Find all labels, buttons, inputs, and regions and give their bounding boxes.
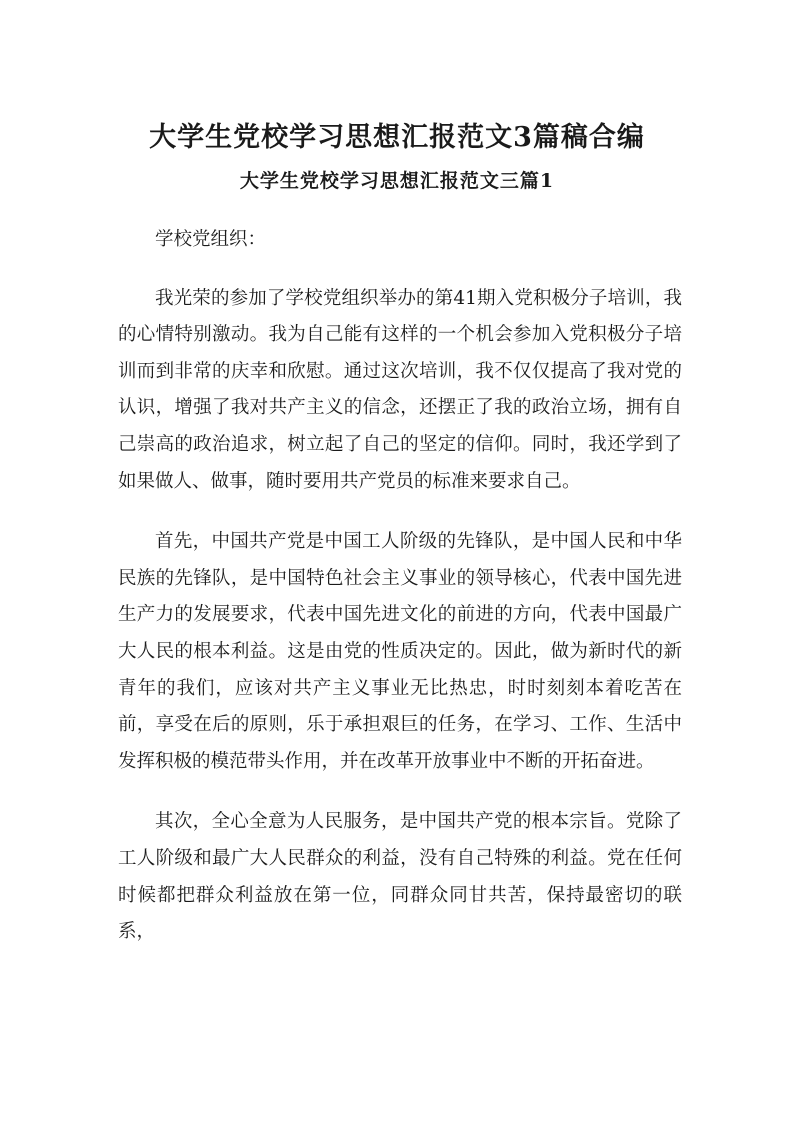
paragraph-1: 我光荣的参加了学校党组织举办的第41期入党积极分子培训，我的心情特别激动。我为自己能有这样的一个机会参加入党积极分子培训而到非常的庆幸和欣慰。通过这次培训，我不仅仅提高了我对党的认识，增强了我对共产主义的信念，还摆正了我的政治立场，拥有自己崇高的政治追求，树立起了自己的坚定的信仰。同时，我还学到了如果做人、做事，随时要用共产党员的标准来要求自己。 bbox=[118, 287, 682, 492]
document-subtitle: 大学生党校学习思想汇报范文三篇1 bbox=[239, 170, 555, 192]
document-title: 大学生党校学习思想汇报范文3篇稿合编 bbox=[149, 122, 645, 153]
salutation: 学校党组织： bbox=[155, 229, 267, 250]
paragraph-2: 首先，中国共产党是中国工人阶级的先锋队，是中国人民和中华民族的先锋队，是中国特色社会主义事业的领导核心，代表中国先进生产力的发展要求，代表中国先进文化的前进的方向，代表中国最广大人民的根本利益。这是由党的性质决定的。因此，做为新时代的新青年的我们，应该对共产主义事业无比热忠，时时刻刻本着吃苦在前，享受在后的原则，乐于承担艰巨的任务，在学习、工作、生活中发挥积极的模范带头作用，并在改革开放事业中不断的开拓奋进。 bbox=[118, 531, 682, 772]
document-body bbox=[118, 222, 682, 975]
paragraph-3: 其次，全心全意为人民服务，是中国共产党的根本宗旨。党除了工人阶级和最广大人民群众的利益，没有自己特殊的利益。党在任何时候都把群众利益放在第一位，同群众同甘共苦，保持最密切的联系， bbox=[118, 811, 682, 943]
